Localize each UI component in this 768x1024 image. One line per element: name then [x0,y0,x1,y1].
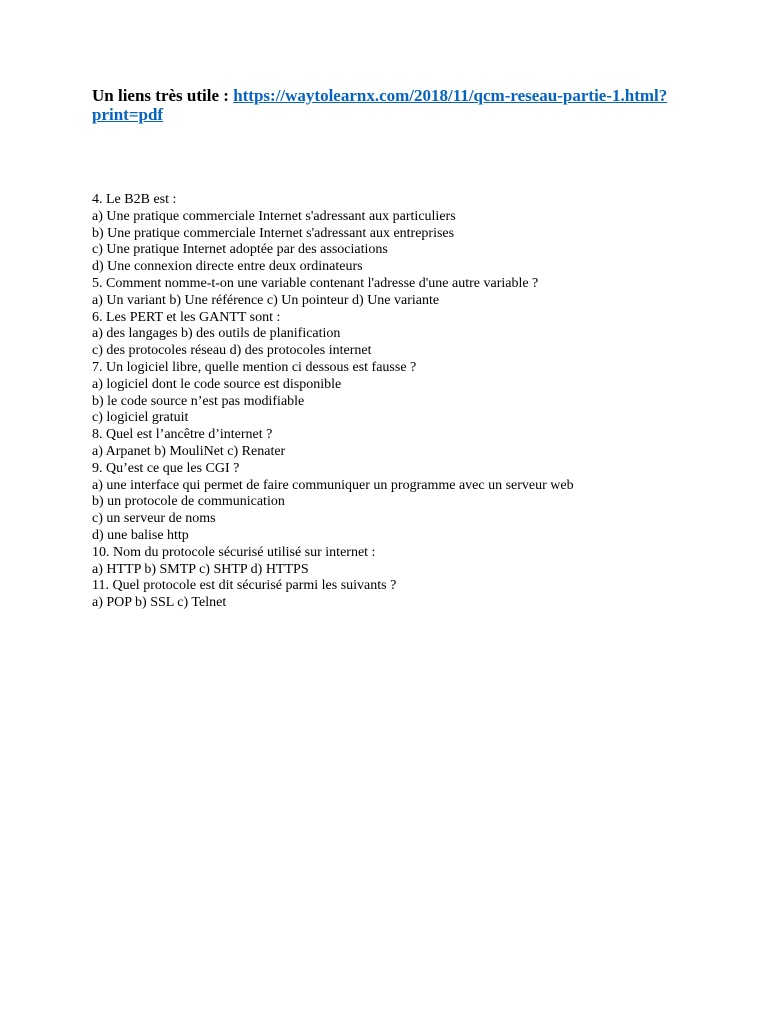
question-11-title: 11. Quel protocole est dit sécurisé parmi les suivants ? [92,578,397,594]
question-8-options: a) Arpanet b) MouliNet c) Renater [92,443,286,459]
quiz-questions [92,192,742,612]
question-10-title: 10. Nom du protocole sécurisé utilisé sur internet : [92,544,376,560]
question-5-options: a) Un variant b) Une référence c) Un pointeur d) Une variante [92,292,440,308]
question-8-title: 8. Quel est l’ancêtre d’internet ? [92,427,273,443]
heading-label: Un liens très utile : [92,86,234,105]
question-4-option-a: a) Une pratique commerciale Internet s'adressant aux particuliers [92,208,456,224]
question-6-options-ab: a) des langages b) des outils de planification [92,326,341,342]
question-9-option-a: a) une interface qui permet de faire communiquer un programme avec un serveur web [92,477,574,493]
question-4-option-b: b) Une pratique commerciale Internet s'adressant aux entreprises [92,225,455,241]
question-7-option-b: b) le code source n’est pas modifiable [92,393,305,409]
question-6-title: 6. Les PERT et les GANTT sont : [92,309,281,325]
question-4-option-c: c) Une pratique Internet adoptée par des associations [92,242,388,258]
question-11-options: a) POP b) SSL c) Telnet [92,595,227,611]
useful-link-heading [92,86,682,124]
question-4-option-d: d) Une connexion directe entre deux ordinateurs [92,259,363,275]
question-7-option-c: c) logiciel gratuit [92,410,189,426]
question-6-options-cd: c) des protocoles réseau d) des protocoles internet [92,343,372,359]
question-7-option-a: a) logiciel dont le code source est disponible [92,376,342,392]
question-9-option-b: b) un protocole de communication [92,494,285,510]
question-4-title: 4. Le B2B est : [92,192,177,207]
question-9-option-d: d) une balise http [92,527,189,543]
useful-link[interactable]: https://waytolearnx.com/2018/11/qcm-reseau-partie-1.html?print=pdf [92,86,668,124]
question-7-title: 7. Un logiciel libre, quelle mention ci dessous est fausse ? [92,359,417,375]
question-10-options: a) HTTP b) SMTP c) SHTP d) HTTPS [92,561,309,577]
question-9-title: 9. Qu’est ce que les CGI ? [92,460,240,476]
question-9-option-c: c) un serveur de noms [92,511,216,527]
question-5-title: 5. Comment nomme-t-on une variable contenant l'adresse d'une autre variable ? [92,275,539,291]
